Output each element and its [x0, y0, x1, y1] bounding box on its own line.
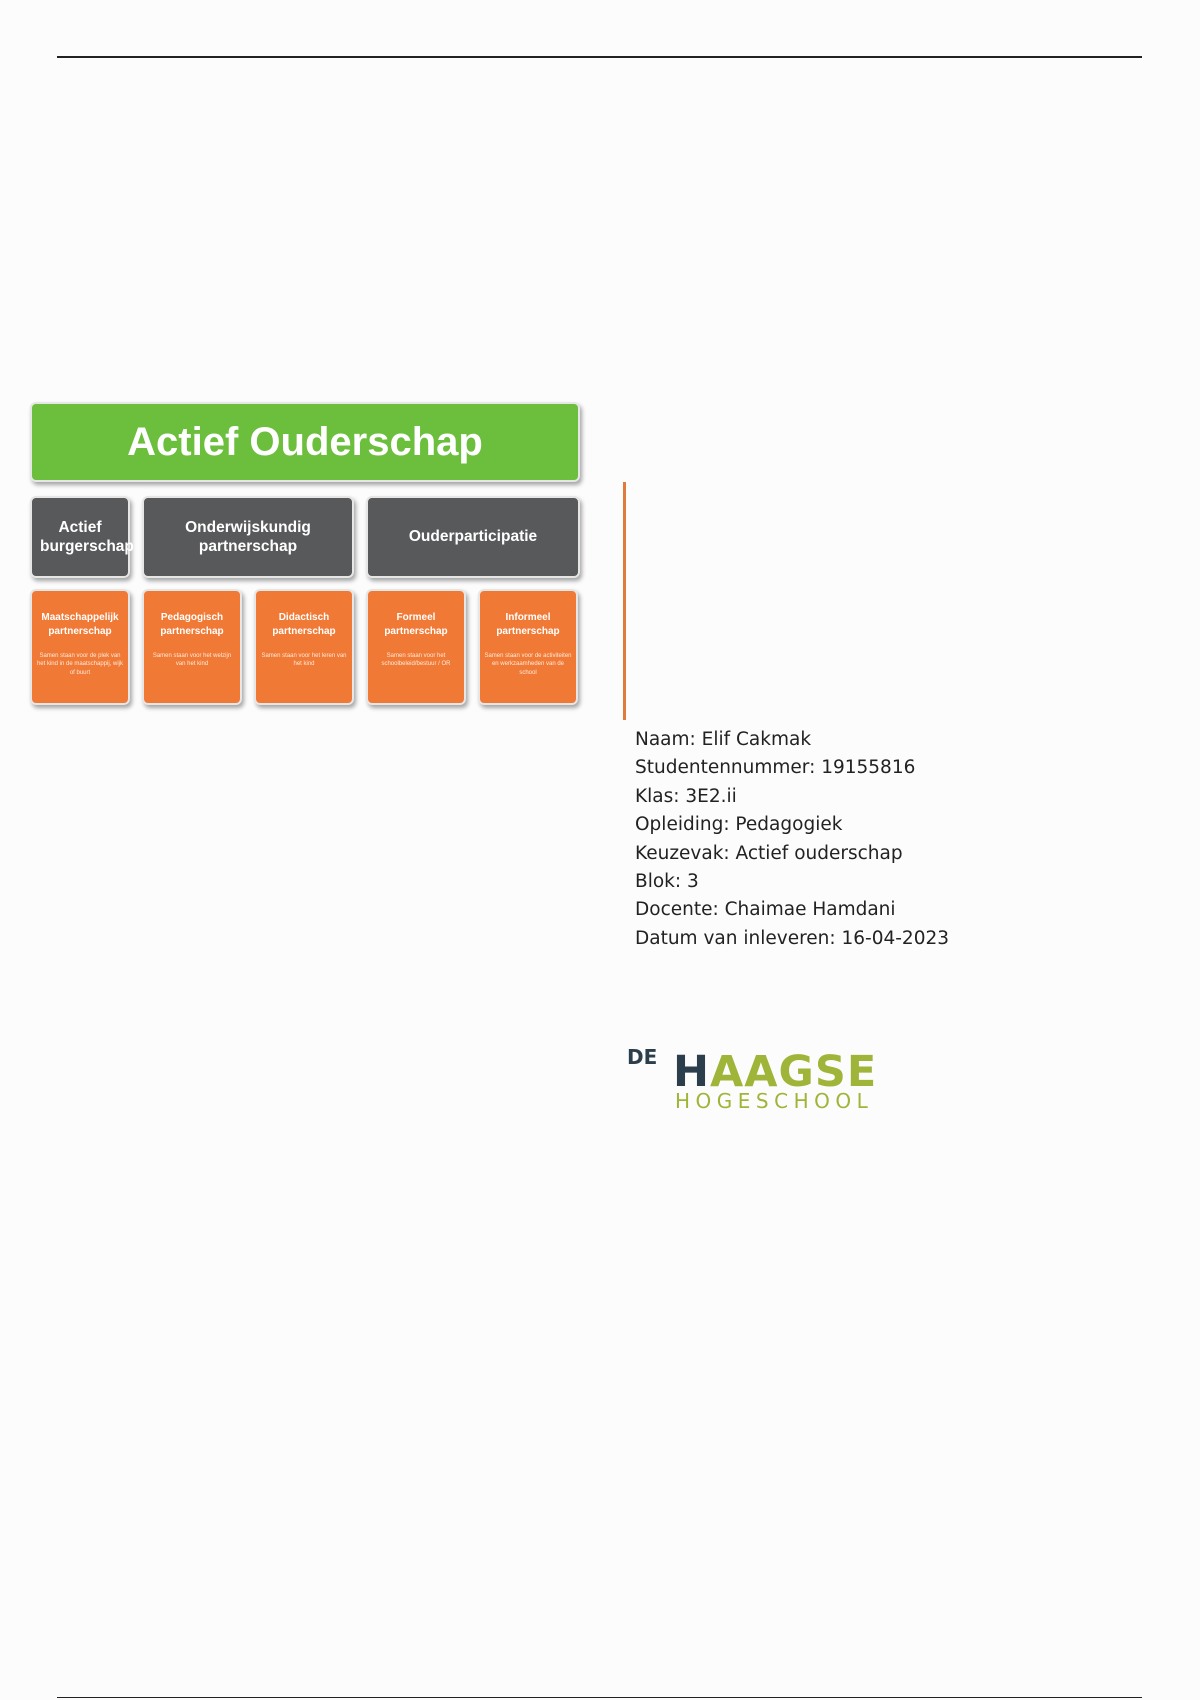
logo-hogeschool: HOGESCHOOL	[675, 1089, 874, 1112]
info-elective: Keuzevak: Actief ouderschap	[635, 842, 903, 864]
logo-haagse: HAAGSE	[673, 1047, 878, 1097]
actief-ouderschap-diagram	[28, 400, 584, 710]
info-block: Blok: 3	[635, 870, 699, 892]
info-program: Opleiding: Pedagogiek	[635, 814, 843, 836]
subcategory-title: Informeel partnerschap	[496, 612, 560, 637]
info-name: Naam: Elif Cakmak	[635, 729, 812, 750]
subcategory-didactisch	[254, 589, 354, 705]
student-info	[635, 726, 949, 953]
info-teacher: Docente: Chaimae Hamdani	[635, 899, 896, 921]
category-label: Onderwijskundig partnerschap	[185, 518, 311, 555]
diagram-title: Actief Ouderschap	[127, 420, 483, 464]
info-student-number: Studentennummer: 19155816	[635, 757, 916, 779]
bottom-rule	[57, 1697, 1142, 1698]
subcategory-title: Pedagogisch partnerschap	[160, 612, 224, 637]
subcategory-description: Samen staan voor het welzijn van het kind	[152, 653, 232, 668]
category-label: Actief burgerschap	[40, 518, 134, 555]
subcategory-informeel	[478, 589, 578, 705]
logo-de: DE	[627, 1045, 658, 1069]
subcategory-maatschappelijk	[30, 589, 130, 705]
diagram-title-box	[30, 402, 580, 482]
subcategory-description: Samen staan voor het leren van het kind	[261, 653, 347, 668]
subcategory-description: Samen staan voor het schoolbeleid/bestuur / OR	[381, 653, 451, 668]
category-label: Ouderparticipatie	[408, 528, 538, 546]
subcategory-title: Maatschappelijk partnerschap	[41, 612, 119, 637]
subcategory-title: Formeel partnerschap	[384, 612, 448, 637]
info-class: Klas: 3E2.ii	[635, 785, 737, 807]
top-rule	[57, 56, 1142, 58]
subcategory-description: Samen staan voor de plek van het kind in de maatschappij, wijk of buurt	[36, 653, 124, 676]
category-ouderparticipatie	[366, 496, 580, 578]
category-onderwijskundig-partnerschap	[142, 496, 354, 578]
category-actief-burgerschap	[30, 496, 134, 578]
subcategory-description: Samen staan voor de activiteiten en werkzaamheden van de school	[484, 653, 572, 676]
accent-divider	[623, 482, 626, 720]
info-due-date: Datum van inleveren: 16-04-2023	[635, 927, 950, 949]
subcategory-title: Didactisch partnerschap	[272, 612, 336, 637]
haagse-hogeschool-logo	[627, 1042, 887, 1112]
subcategory-pedagogisch	[142, 589, 242, 705]
subcategory-formeel	[366, 589, 466, 705]
